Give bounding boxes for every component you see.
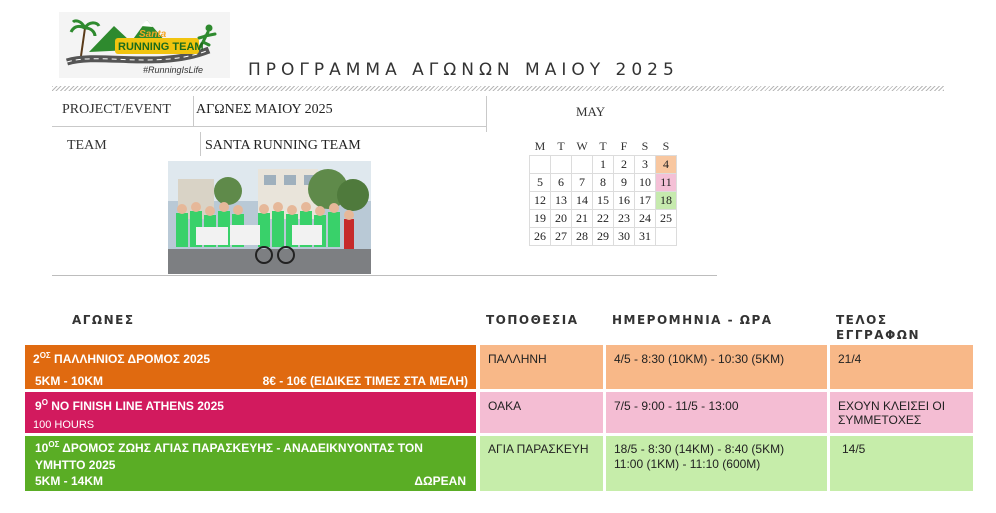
calendar-empty-cell [656,228,677,246]
event-price: 8€ - 10€ (ΕΙΔΙΚΕΣ ΤΙΜΕΣ ΣΤΑ ΜΕΛΗ) [262,374,468,388]
calendar-day-8: 8 [593,174,614,192]
calendar-empty-cell [530,156,551,174]
calendar-day-24: 24 [635,210,656,228]
event-fee: 21/4 [838,352,862,366]
calendar-day-2: 2 [614,156,635,174]
calendar-day-18: 18 [656,192,677,210]
calendar-day-6: 6 [551,174,572,192]
calendar-weekday: M [530,138,551,156]
event-location: ΟΑΚΑ [488,399,522,413]
event-location: ΠΑΛΛΗΝΗ [488,352,547,366]
calendar-empty-cell [551,156,572,174]
event-title: $9^O$ NO FINISH LINE ATHENS 2025 [35,398,224,413]
logo-main-text: RUNNING TEAM [118,41,204,53]
event-row-agia-paraskevi [25,436,476,491]
calendar-day-4: 4 [656,156,677,174]
event-datetime-cell [606,436,827,491]
logo-hashtag: #RunningIsLife [143,65,204,75]
project-value: ΑΓΩΝΕΣ ΜΑΙΟΥ 2025 [196,102,333,117]
calendar-day-23: 23 [614,210,635,228]
calendar-weekday: T [551,138,572,156]
running-team-logo-graphic [59,12,230,78]
event-fee-cell [830,436,973,491]
header-fee-line1: ΤΕΛΟΣ [836,313,888,327]
calendar-day-11: 11 [656,174,677,192]
event-datetime-cell [606,345,827,389]
header-fee-line2: ΕΓΓΡΑΦΩΝ [836,328,921,342]
event-distance: 100 HOURS [33,419,95,431]
event-price: ΔΩΡΕΑΝ [414,474,466,488]
page-title: ΠΡΟΓΡΑΜΜΑ ΑΓΩΝΩΝ ΜΑΙΟΥ 2025 [248,60,679,80]
calendar-day-9: 9 [614,174,635,192]
project-divider [193,96,194,126]
calendar-day-26: 26 [530,228,551,246]
calendar-day-31: 31 [635,228,656,246]
event-title: $2^{O\Sigma}$ ΠΑΛΛΗΝΙΟΣ ΔΡΟΜΟΣ 2025 [33,351,211,366]
calendar-day-22: 22 [593,210,614,228]
calendar-empty-cell [572,156,593,174]
event-location-cell [480,392,603,433]
event-datetime: 4/5 - 8:30 (10KM) - 10:30 (5KM) [614,352,785,366]
team-label: TEAM [67,138,107,153]
calendar-day-3: 3 [635,156,656,174]
project-label: PROJECT/EVENT [62,102,171,117]
calendar-day-29: 29 [593,228,614,246]
calendar-weekday: F [614,138,635,156]
event-fee-line1: ΕΧΟΥΝ ΚΛΕΙΣΕΙ ΟΙ [838,399,946,413]
calendar-weekday: W [572,138,593,156]
event-location-cell [480,345,603,389]
event-row-pallini [25,345,476,389]
calendar-day-19: 19 [530,210,551,228]
logo-top-text: Santa [139,29,167,40]
calendar-day-30: 30 [614,228,635,246]
calendar-day-10: 10 [635,174,656,192]
calendar-day-27: 27 [551,228,572,246]
calendar-day-16: 16 [614,192,635,210]
calendar-day-1: 1 [593,156,614,174]
team-value: SANTA RUNNING TEAM [205,138,361,153]
calendar-day-20: 20 [551,210,572,228]
project-underline [52,126,487,127]
calendar-day-17: 17 [635,192,656,210]
team-logo [59,12,230,78]
header-datetime: ΗΜΕΡΟΜΗΝΙΑ - ΩΡΑ [612,313,773,327]
event-title-line2: ΥΜΗΤΤΟ 2025 [35,458,116,472]
hatched-divider [52,86,944,91]
header-location: ΤΟΠΟΘΕΣΙΑ [486,313,579,327]
event-fee-line2: ΣΥΜΜΕΤΟΧΕΣ [838,413,922,427]
event-datetime: 7/5 - 9:00 - 11/5 - 13:00 [614,399,739,413]
calendar-day-15: 15 [593,192,614,210]
event-distance: 5KM - 14KM [35,474,104,488]
calendar-day-13: 13 [551,192,572,210]
calendar-day-7: 7 [572,174,593,192]
event-datetime-cell [606,392,827,433]
team-photo [168,161,371,274]
calendar-day-25: 25 [656,210,677,228]
section-divider [52,275,717,276]
event-title-line1: $10^{O\Sigma}$ ΔΡΟΜΟΣ ΖΩΗΣ ΑΓΙΑΣ ΠΑΡΑΣΚΕΥΗΣ - ΑΝΑΔΕΙΚΝΥΟΝΤΑΣ ΤΟΝ [35,440,423,455]
calendar-day-5: 5 [530,174,551,192]
calendar-month: MAY [576,104,606,119]
calendar-weekday: S [635,138,656,156]
event-distance: 5KM - 10KM [35,374,104,388]
event-fee-cell [830,345,973,389]
event-fee: 14/5 [842,442,866,456]
event-row-no-finish-line [25,392,476,433]
event-fee-cell [830,392,973,433]
team-divider [200,132,201,156]
event-datetime-line2: 11:00 (1KM) - 11:10 (600M) [614,457,761,471]
calendar-day-28: 28 [572,228,593,246]
may-calendar [529,138,677,246]
event-location: ΑΓΙΑ ΠΑΡΑΣΚΕΥΗ [488,442,589,456]
team-photo-illustration [168,161,371,274]
event-location-cell [480,436,603,491]
header-races: ΑΓΩΝΕΣ [72,313,135,327]
calendar-day-21: 21 [572,210,593,228]
calendar-weekday: S [656,138,677,156]
event-datetime-line1: 18/5 - 8:30 (14KM) - 8:40 (5KM) [614,442,785,456]
calendar-weekday: T [593,138,614,156]
calendar-day-14: 14 [572,192,593,210]
calendar-day-12: 12 [530,192,551,210]
